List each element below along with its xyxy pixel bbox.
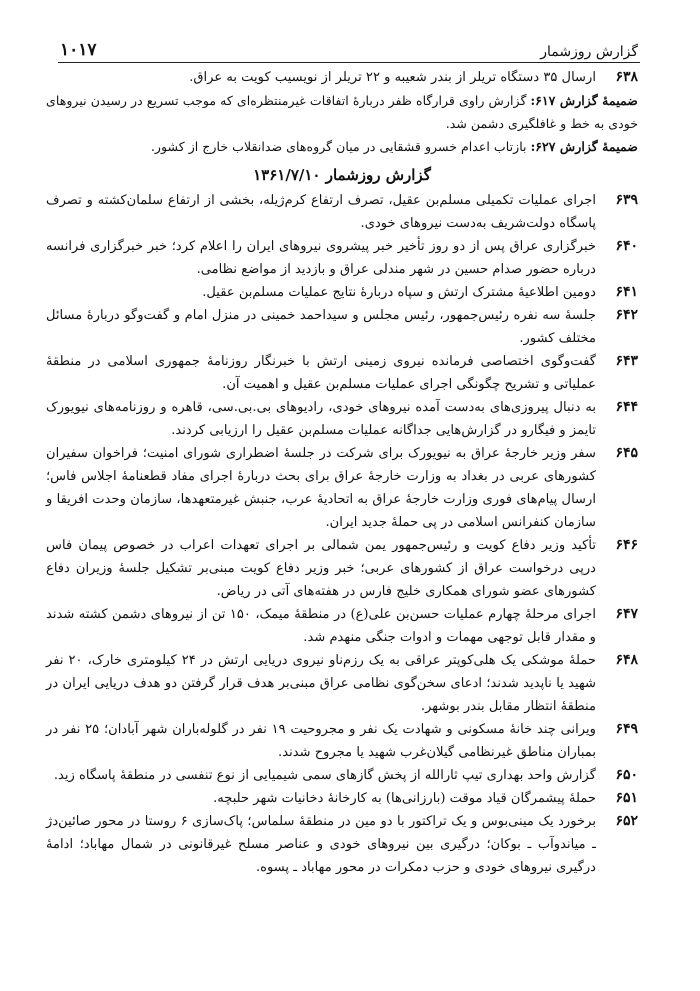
- entry-text: سفر وزیر خارجهٔ عراق به نیویورک برای شرکت در جلسهٔ اضطراری شورای امنیت؛ فراخوان سفیران کشورهای عربی در بغداد به وزارت خارجهٔ عراق برای بحث دربارهٔ اجرای مفاد قطعنامهٔ اجلاس فاس؛ ارسال پیام‌های فوری وزارت خارجهٔ عراق به اتحادیهٔ عرب، جنبش غیرمتعهدها، سازمان وحدت افریقا و سازمان کنفرانس اسلامی در پی حملهٔ جدید ایران.: [46, 446, 596, 530]
- entry-647: [46, 603, 638, 649]
- appendix-617: [46, 89, 638, 135]
- entry-text: جلسهٔ سه نفره رئیس‌جمهور، رئیس مجلس و سیداحمد خمینی در منزل امام و گفت‌وگو دربارهٔ مسائل مختلف کشور.: [46, 308, 596, 346]
- entry-number: ۶۴۹: [615, 721, 638, 737]
- entry-642: [46, 304, 638, 350]
- appendix-label: ضمیمهٔ گزارش ۶۱۷:: [530, 93, 638, 108]
- entry-641: [46, 281, 638, 304]
- entry-number: ۶۵۲: [615, 813, 638, 829]
- entry-text: دومین اطلاعیهٔ مشترک ارتش و سپاه دربارهٔ نتایج عملیات مسلم‌بن عقیل.: [202, 285, 596, 300]
- entry-644: [46, 396, 638, 442]
- entry-652: [46, 810, 638, 879]
- entry-text: برخورد یک مینی‌بوس و یک تراکتور با دو مین در منطقهٔ سلماس؛ پاک‌سازی ۶ روستا در محور صائین‌دژ ـ میاندوآب ـ بوکان؛ درگیری بین نیروهای خودی و عناصر مسلح غیرقانونی در شمال مهاباد؛ ادامهٔ درگیری نیروهای خودی و حزب دمکرات در محور مهاباد ـ پسوه.: [46, 814, 596, 875]
- entry-number: ۶۴۴: [615, 399, 638, 415]
- entry-text: به دنبال پیروزی‌های به‌دست آمده نیروهای خودی، رادیوهای بی.بی.سی، قاهره و روزنامه‌های نیویورک تایمز و فیگارو در گزارش‌هایی جداگانه عملیات مسلم‌بن عقیل را ارزیابی کردند.: [46, 400, 596, 438]
- entry-648: [46, 649, 638, 718]
- entry-651: [46, 787, 638, 810]
- entry-638: [46, 66, 638, 89]
- entry-number: ۶۵۱: [615, 790, 638, 806]
- entry-number: ۶۴۱: [615, 284, 638, 300]
- running-header: [60, 36, 638, 60]
- entry-number: ۶۴۶: [615, 537, 638, 553]
- section-heading: گزارش روزشمار ۱۳۶۱/۷/۱۰: [253, 166, 431, 184]
- entry-650: [46, 764, 638, 787]
- page-number: ۱۰۱۷: [60, 40, 97, 60]
- entry-646: [46, 534, 638, 603]
- entry-number: ۶۴۷: [615, 606, 638, 622]
- entry-text: اجرای عملیات تکمیلی مسلم‌بن عقیل، تصرف ارتفاع کرم‌ژیله، بخشی از ارتفاع سلمان‌کشته و تصرف پاسگاه دولت‌شریف به‌دست نیروهای خودی.: [46, 193, 596, 231]
- appendix-text: گزارش راوی قرارگاه ظفر دربارهٔ اتفاقات غیرمنتظره‌ای که موجب تسریع در رسیدن نیروهای خودی به خط و غافلگیری دشمن شد.: [46, 93, 638, 131]
- entry-643: [46, 350, 638, 396]
- entry-number: ۶۴۰: [615, 238, 638, 254]
- appendix-text: بازتاب اعدام خسرو قشقایی در میان گروه‌های ضدانقلاب خارج از کشور.: [150, 139, 531, 154]
- entry-text: گفت‌وگوی اختصاصی فرمانده نیروی زمینی ارتش با خبرنگار روزنامهٔ جمهوری اسلامی در منطقهٔ عملیاتی و تشریح چگونگی اجرای عملیات مسلم‌بن عقیل و اهمیت آن.: [46, 354, 596, 392]
- entry-number: ۶۳۹: [615, 192, 638, 208]
- entry-number: ۶۳۸: [615, 69, 638, 85]
- running-title: گزارش روزشمار: [540, 44, 638, 60]
- header-rule: [58, 62, 640, 63]
- entry-number: ۶۴۵: [615, 445, 638, 461]
- entry-text: اجرای مرحلهٔ چهارم عملیات حسن‌بن علی(ع) در منطقهٔ میمک، ۱۵۰ تن از نیروهای دشمن کشته شدند و مقدار قابل توجهی مهمات و ادوات جنگی منهدم شد.: [46, 607, 596, 645]
- entry-640: [46, 235, 638, 281]
- entry-639: [46, 189, 638, 235]
- entry-text: حملهٔ موشکی یک هلی‌کوپتر عراقی به یک رزم‌ناو نیروی دریایی ارتش در ۲۴ کیلومتری خارک، ۲۰ نفر شهید یا ناپدید شدند؛ ادعای سخن‌گوی نظامی عراق مبنی‌بر هدف قرار گرفتن دو هدف دریایی ایران در منطقهٔ انتظار مقابل بندر بوشهر.: [46, 653, 597, 714]
- appendix-627: [46, 135, 638, 158]
- page-body: [46, 66, 638, 879]
- entry-645: [46, 442, 638, 534]
- entry-number: ۶۴۳: [615, 353, 638, 369]
- entry-text: گزارش واحد بهداری تیپ ثارالله از پخش گازهای سمی شیمیایی از نوع تنفسی در منطقهٔ پاسگاه زید.: [53, 768, 596, 783]
- entry-text: حملهٔ پیشمرگان قیاد موقت (بارزانی‌ها) به کارخانهٔ دخانیات شهر حلبچه.: [213, 791, 596, 806]
- entry-number: ۶۴۸: [615, 652, 638, 668]
- entry-649: [46, 718, 638, 764]
- entry-number: ۶۴۲: [615, 307, 638, 323]
- entry-number: ۶۵۰: [615, 767, 638, 783]
- entry-text: خبرگزاری عراق پس از دو روز تأخیر خبر پیشروی نیروهای ایران را اعلام کرد؛ خبر خبرگزاری فرانسه درباره حضور صدام حسین در شهر مندلی عراق و بازدید از مواضع نظامی.: [46, 239, 596, 277]
- entry-text: تأکید وزیر دفاع کویت و رئیس‌جمهور یمن شمالی بر اجرای تعهدات اعراب در خصوص پیمان فاس درپی درخواست عراق از کشورهای عربی؛ خبر وزیر دفاع کویت مبنی‌بر تشکیل جلسهٔ وزیران دفاع کشورهای عضو شورای همکاری خلیج فارس در هفته‌های آتی در ریاض.: [46, 538, 596, 599]
- appendix-label: ضمیمهٔ گزارش ۶۲۷:: [530, 139, 638, 154]
- entry-text: ویرانی چند خانهٔ مسکونی و شهادت یک نفر و مجروحیت ۱۹ نفر در گلوله‌باران شهر آبادان؛ ۲۵ نفر در بمباران مناطق غیرنظامی گیلان‌غرب شهید یا مجروح شدند.: [46, 722, 596, 760]
- entry-text: ارسال ۳۵ دستگاه تریلر از بندر شعیبه و ۲۲ تریلر از نویسیب کویت به عراق.: [189, 70, 596, 85]
